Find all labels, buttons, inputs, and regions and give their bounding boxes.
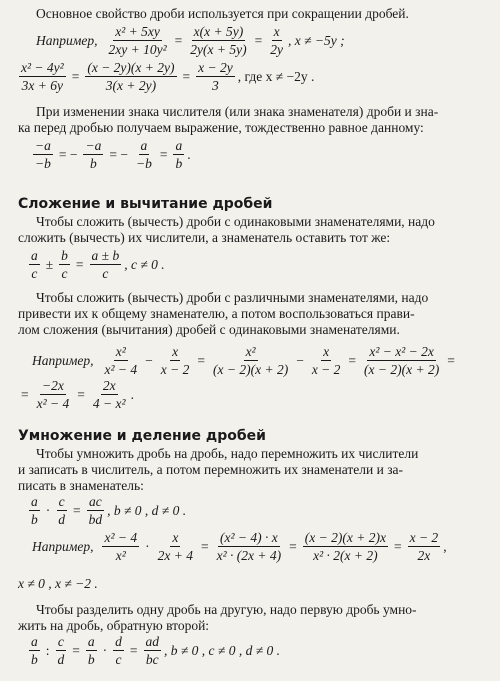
addition-paragraph-line-1: Чтобы сложить (вычесть) дроби с одинаковыми знаменателями, надо	[36, 214, 435, 229]
fraction: $\frac{-2x}{\text{x² − 4}}$	[36, 378, 70, 411]
fraction: $\frac{(x - 2y)(x + 2y)}{3(x + 2y)}$	[87, 60, 175, 93]
sign-formula: $\frac{-a}{-b}$ = − $\frac{-a}{b}$ = − $\frac{a}{-b}$ = $\frac{a}{b}$ .	[35, 138, 191, 171]
fraction: $\frac{a}{b}$	[31, 634, 38, 667]
fraction: $\frac{2x}{\text{4 − x²}}$	[92, 378, 126, 411]
fraction: $\frac{x}{x - 2}$	[160, 344, 190, 377]
fraction: $\frac{\text{(x² − 4) · x}}{\text{x² · (2x + 4)}}$	[216, 530, 282, 563]
fraction: $\frac{a}{b}$	[175, 138, 183, 171]
fraction: $\frac{b}{c}$	[61, 248, 68, 281]
division-formula: $\frac{a}{b}$ : $\frac{c}{d}$ = $\frac{a}{b}$ · $\frac{d}{c}$ = $\frac{ad}{bc}$ , b ≠ 0 , c ≠ 0 , d ≠ 0 .	[31, 634, 280, 667]
addition-formula: $\frac{a}{c}$ ± $\frac{b}{c}$ = $\frac{a \pm b}{c}$ , c ≠ 0 .	[31, 248, 165, 281]
fraction: $\frac{a}{b}$	[87, 634, 95, 667]
example-label: Например,	[32, 538, 94, 554]
fraction: $\frac{a}{c}$	[31, 248, 38, 281]
fraction: $\frac{d}{c}$	[115, 634, 122, 667]
addition-paragraph2-line-3: лом сложения (вычитания) дробей с одинаковыми знаменателями.	[18, 322, 400, 337]
fraction: $\frac{c}{d}$	[57, 634, 65, 667]
fraction: $\frac{\text{x² − x² − 2x}}{(x - 2)(x + 2)}$	[364, 344, 440, 377]
section-heading-addition: Сложение и вычитание дробей	[18, 196, 273, 212]
fraction: $\frac{-a}{b}$	[85, 138, 102, 171]
example-label: Например,	[32, 352, 94, 368]
fraction: $\frac{\text{x²}}{\text{x² − 4}}$	[104, 344, 138, 377]
multiplication-paragraph-line-1: Чтобы умножить дробь на дробь, надо перемножить их числители	[36, 446, 419, 461]
condition: , c ≠ 0 .	[124, 256, 165, 272]
sign-paragraph-line-2: ка перед дробью получаем выражение, тождественно равное данному:	[18, 120, 424, 135]
example-3-formula-line-1: Например, $\frac{\text{x²}}{\text{x² − 4}}$ − $\frac{x}{x - 2}$ = $\frac{\text{x²}}{(x - 2)(x + 2)}$ − $\frac{x}{x - 2}$ = $\frac{\text{x² − x² − 2x}}{(x - 2)(x + 2)}$ =	[32, 344, 455, 377]
fraction: $\frac{(x - 2)(x + 2)x}{\text{x² · 2(x + 2)}}$	[304, 530, 386, 563]
addition-paragraph2-line-2: привести их к общему знаменателю, а потом воспользоваться прави-	[18, 306, 415, 321]
sign-paragraph-line-1: При изменении знака числителя (или знака знаменателя) дроби и зна-	[36, 104, 439, 119]
fraction: $\frac{\text{x² + 5xy}}{\text{2xy + 10y²}}$	[108, 24, 167, 57]
fraction: $\frac{c}{d}$	[58, 494, 65, 527]
fraction: $\frac{\text{x² − 4}}{\text{x²}}$	[104, 530, 138, 563]
addition-paragraph2-line-1: Чтобы сложить (вычесть) дроби с различными знаменателями, надо	[36, 290, 429, 305]
condition: , x ≠ −5y ;	[287, 32, 345, 48]
fraction: $\frac{x(x + 5y)}{2y(x + 5y)}$	[190, 24, 247, 57]
fraction: $\frac{x - 2y}{3}$	[198, 60, 233, 93]
example-2-formula: $\frac{\text{x² − 4y²}}{3x + 6y}$ = $\frac{(x - 2y)(x + 2y)}{3(x + 2y)}$ = $\frac{x - 2y}{3}$ , где x ≠ −2y .	[21, 60, 315, 93]
multiplication-paragraph-line-2: и записать в числитель, а потом перемножить их знаменатели и за-	[18, 462, 404, 477]
division-paragraph-line-2: жить на дробь, обратную второй:	[18, 618, 210, 633]
fraction: $\frac{x - 2}{2x}$	[409, 530, 439, 563]
condition: , где x ≠ −2y .	[237, 68, 315, 84]
example-3-formula-line-2: = $\frac{-2x}{\text{x² − 4}}$ = $\frac{2x}{\text{4 − x²}}$ .	[21, 378, 134, 411]
section-heading-multiplication: Умножение и деление дробей	[18, 428, 266, 444]
fraction: $\frac{x}{2x + 4}$	[157, 530, 193, 563]
fraction: $\frac{a \pm b}{c}$	[91, 248, 120, 281]
example-4-condition: x ≠ 0 , x ≠ −2 .	[18, 576, 98, 591]
fraction: $\frac{\text{x²}}{(x - 2)(x + 2)}$	[213, 344, 289, 377]
multiplication-formula: $\frac{a}{b}$ · $\frac{c}{d}$ = $\frac{ac}{bd}$ , b ≠ 0 , d ≠ 0 .	[31, 494, 187, 527]
example-label: Например,	[36, 32, 98, 48]
addition-paragraph-line-2: сложить (вычесть) их числители, а знаменатель оставить тот же:	[18, 230, 391, 245]
division-paragraph-line-1: Чтобы разделить одну дробь на другую, надо первую дробь умно-	[36, 602, 417, 617]
fraction: $\frac{x}{x - 2}$	[311, 344, 341, 377]
multiplication-paragraph-line-3: писать в знаменатель:	[18, 478, 144, 493]
condition: , b ≠ 0 , c ≠ 0 , d ≠ 0 .	[164, 642, 280, 658]
fraction: $\frac{-a}{-b}$	[35, 138, 51, 171]
example-1-formula: Например, $\frac{\text{x² + 5xy}}{\text{2xy + 10y²}}$ = $\frac{x(x + 5y)}{2y(x + 5y)}$ = $\frac{x}{2y}$ , x ≠ −5y ;	[36, 24, 345, 57]
condition: , b ≠ 0 , d ≠ 0 .	[107, 502, 187, 518]
fraction: $\frac{x}{2y}$	[270, 24, 283, 57]
fraction: $\frac{ac}{bd}$	[88, 494, 103, 527]
example-4-formula: Например, $\frac{\text{x² − 4}}{\text{x²}}$ · $\frac{x}{2x + 4}$ = $\frac{\text{(x² − 4) · x}}{\text{x² · (2x + 4)}}$ = $\frac{(x - 2)(x + 2)x}{\text{x² · 2(x + 2)}}$ = $\frac{x - 2}{2x}$ ,	[32, 530, 447, 563]
fraction: $\frac{a}{b}$	[31, 494, 38, 527]
intro-line: Основное свойство дроби используется при сокращении дробей.	[36, 6, 409, 21]
fraction: $\frac{ad}{bc}$	[145, 634, 160, 667]
fraction: $\frac{\text{x² − 4y²}}{3x + 6y}$	[21, 60, 64, 93]
fraction: $\frac{a}{-b}$	[135, 138, 152, 171]
